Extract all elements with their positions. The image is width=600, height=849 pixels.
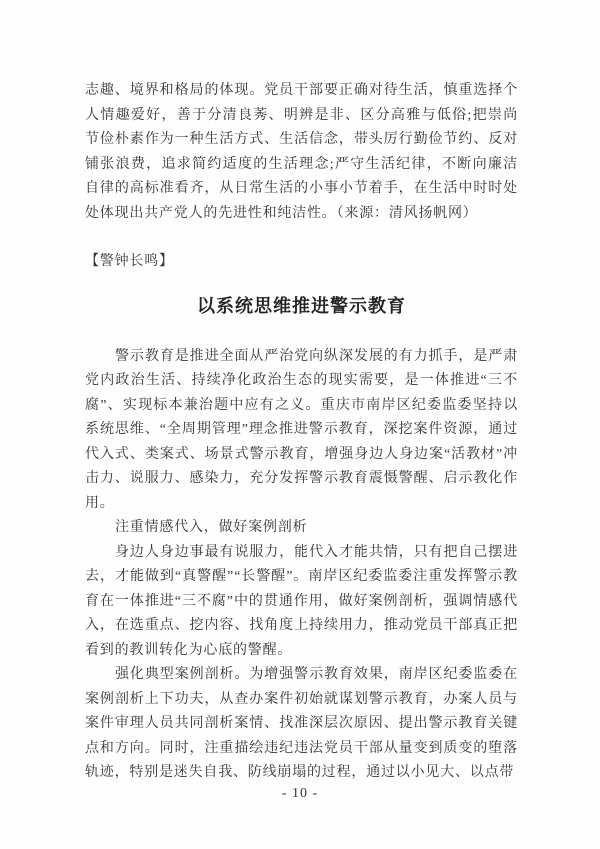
subheading: 注重情感代入，做好案例剖析 xyxy=(115,520,308,535)
section-header: 【警钟长鸣】 xyxy=(85,254,174,269)
paragraph-typical-cases: 强化典型案例剖析。为增强警示教育效果，南岸区纪委监委在案例剖析上下功夫，从查办案件初始就谋划警示教育，办案人员与案件审理人员共同剖析案情、找准深层次原因、提出警示教育关键点和方向。同时，注重描绘违纪违法党员干部从量变到质变的堕落轨迹，特别是迷失自我、防线崩塌的过程，通过以小见大、以点带 xyxy=(85,667,518,780)
page-number: - 10 - xyxy=(281,786,319,801)
page-content xyxy=(85,79,518,786)
paragraph-intro: 警示教育是推进全面从严治党向纵深发展的有力抓手，是严肃党内政治生活、持续净化政治生态的现实需要，是一体推进“三不腐”、实现标本兼治题中应有之义。重庆市南岸区纪委监委坚持以系统思维、“全周期管理”理念推进警示教育，深挖案件资源，通过代入式、类案式、场景式警示教育，增强身边人身边案“活教材”冲击力、说服力、感染力，充分发挥警示教育震慑警醒、启示教化作用。 xyxy=(85,348,518,511)
paragraph-continuation: 志趣、境界和格局的体现。党员干部要正确对待生活，慎重选择个人情趣爱好，善于分清良莠、明辨是非、区分高雅与低俗;把崇尚节俭朴素作为一种生活方式、生活信念，带头厉行勤俭节约、反对铺张浪费，追求简约适度的生活理念;严守生活纪律，不断向廉洁自律的高标准看齐，从日常生活的小事小节着手，在生活中时时处处体现出共产党人的先进性和纯洁性。（来源：清风扬帆网） xyxy=(85,83,518,221)
paragraph-case-analysis: 身边人身边事最有说服力，能代入才能共情，只有把自己摆进去，才能做到“真警醒”“长警醒”。南岸区纪委监委注重发挥警示教育在一体推进“三不腐”中的贯通作用，做好案例剖析，强调情感代入，在选重点、挖内容、找角度上持续用力，推动党员干部真正把看到的教训转化为心底的警醒。 xyxy=(85,544,518,658)
article-title: 以系统思维推进警示教育 xyxy=(197,295,406,316)
